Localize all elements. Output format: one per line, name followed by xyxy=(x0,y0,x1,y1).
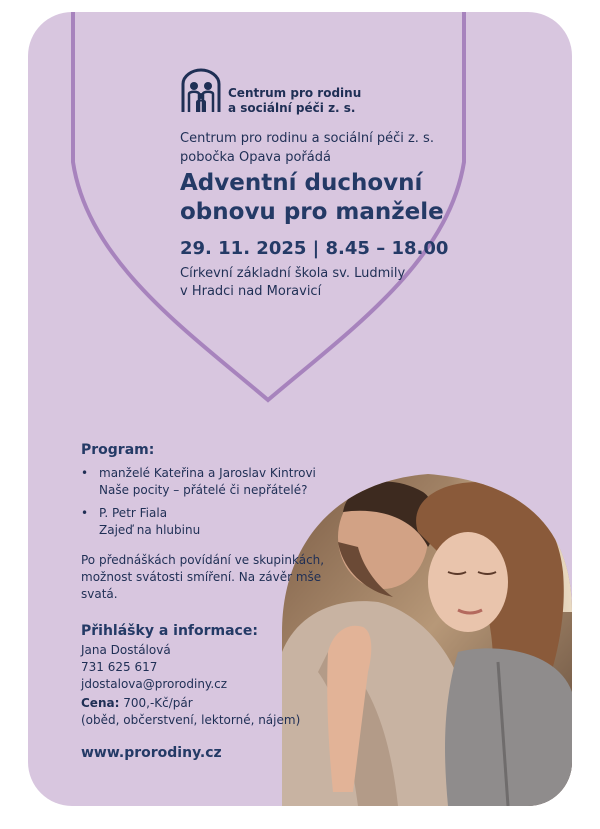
price-note: (oběd, občerstvení, lektorné, nájem) xyxy=(81,713,301,727)
bullet: • xyxy=(81,466,89,480)
title-line-2: obnovu pro manžele xyxy=(180,199,444,225)
contact-email[interactable]: jdostalova@prorodiny.cz xyxy=(81,677,228,691)
event-venue xyxy=(180,265,405,301)
organization-logo xyxy=(180,68,361,116)
price-value: 700,-Kč/pár xyxy=(123,696,193,710)
program-heading: Program: xyxy=(81,442,155,458)
program-item-topic: Zajeď na hlubinu xyxy=(99,523,201,537)
event-date: 29. 11. 2025 | 8.45 – 18.00 xyxy=(180,238,449,259)
organizer-line-1: Centrum pro rodinu a sociální péči z. s. xyxy=(180,131,434,146)
venue-line-2: v Hradci nad Moravicí xyxy=(180,284,322,299)
bullet: • xyxy=(81,506,89,520)
program-list xyxy=(81,465,316,545)
church-family-icon xyxy=(180,68,222,114)
program-item-topic: Naše pocity – přátelé či nepřátelé? xyxy=(99,483,308,497)
contact-block xyxy=(81,642,227,693)
organizer-line-2: pobočka Opava pořádá xyxy=(180,150,331,165)
program-item-speaker: manželé Kateřina a Jaroslav Kintrovi xyxy=(99,466,316,480)
title-line-1: Adventní duchovní xyxy=(180,170,423,196)
program-item-speaker: P. Petr Fiala xyxy=(99,506,168,520)
registration-heading: Přihlášky a informace: xyxy=(81,623,258,639)
poster-card xyxy=(28,12,572,806)
logo-line-2: a sociální péči z. s. xyxy=(228,101,356,115)
website-link[interactable]: www.prorodiny.cz xyxy=(81,745,222,761)
organizer-text xyxy=(180,129,434,167)
program-item xyxy=(81,465,316,499)
logo-line-1: Centrum pro rodinu xyxy=(228,86,362,100)
logo-text xyxy=(228,86,361,116)
contact-phone[interactable]: 731 625 617 xyxy=(81,660,158,674)
program-item xyxy=(81,505,316,539)
price-block xyxy=(81,695,300,729)
price-label: Cena: xyxy=(81,696,120,710)
contact-name: Jana Dostálová xyxy=(81,643,171,657)
program-note: Po přednáškách povídání ve skupinkách, možnost svátosti smíření. Na závěr mše svatá. xyxy=(81,553,325,601)
event-title xyxy=(180,169,444,227)
venue-line-1: Církevní základní škola sv. Ludmily xyxy=(180,266,406,281)
